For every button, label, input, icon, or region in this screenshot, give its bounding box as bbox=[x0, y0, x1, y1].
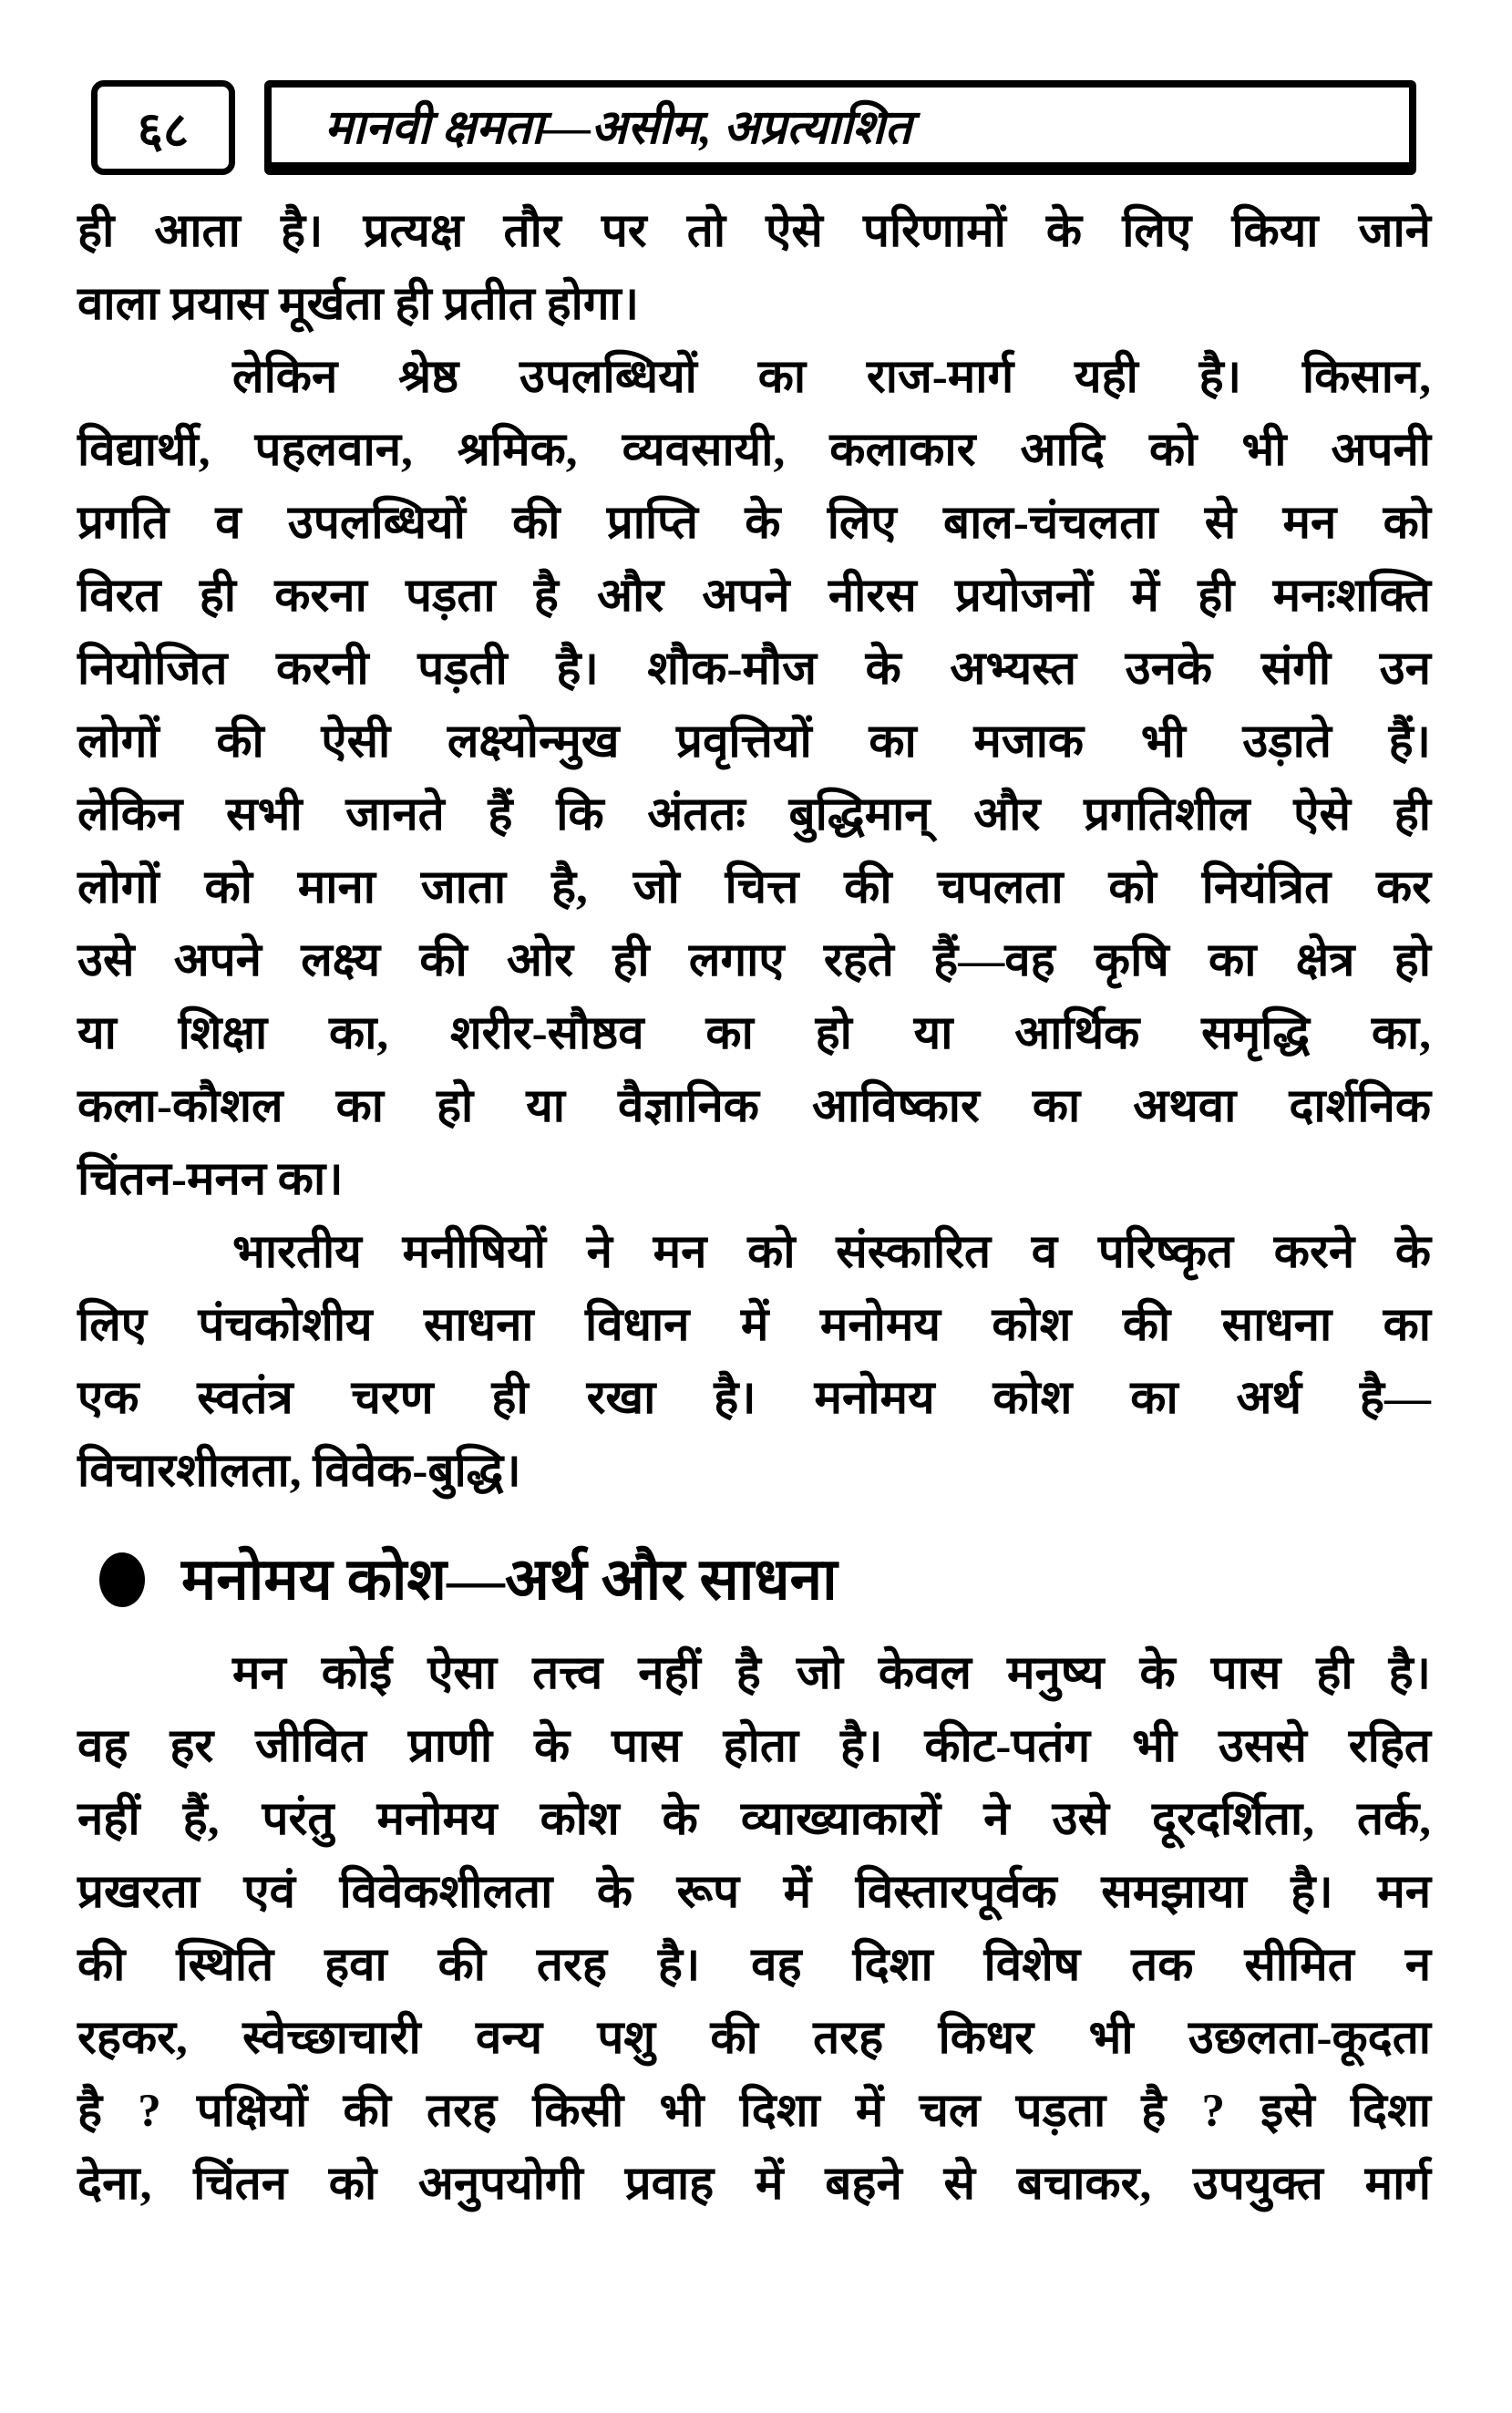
page-header bbox=[0, 0, 1512, 175]
text-line: मन कोई ऐसा तत्त्व नहीं है जो केवल मनुष्य के पास ही है। bbox=[232, 1648, 1431, 1700]
paragraph bbox=[77, 1637, 1431, 2221]
bullet-icon bbox=[99, 1552, 145, 1607]
text-line: लेकिन श्रेष्ठ उपलब्धियों का राज-मार्ग यही है। किसान, bbox=[232, 352, 1431, 403]
text-line: वह हर जीवित प्राणी के पास होता है। कीट-पतंग भी उससे रहित bbox=[77, 1721, 1431, 1773]
text-line: ही आता है। प्रत्यक्ष तौर पर तो ऐसे परिणामों के लिए किया जाने bbox=[77, 206, 1431, 257]
paragraph bbox=[77, 341, 1431, 1216]
paragraph bbox=[77, 1216, 1431, 1508]
text-line: विरत ही करना पड़ता है और अपने नीरस प्रयोजनों में ही मनःशक्ति bbox=[77, 571, 1431, 622]
text-line: या शिक्षा का, शरीर-सौष्ठव का हो या आर्थिक समृद्धि का, bbox=[77, 1008, 1431, 1059]
text-line: भारतीय मनीषियों ने मन को संस्कारित व परिष्कृत करने के bbox=[232, 1227, 1431, 1278]
text-line: नियोजित करनी पड़ती है। शौक-मौज के अभ्यस्त उनके संगी उन bbox=[77, 644, 1431, 695]
text-line: विचारशीलता, विवेक-बुद्धि। bbox=[77, 1446, 521, 1497]
page-number: ६८ bbox=[137, 103, 190, 158]
page-number-badge bbox=[91, 80, 235, 175]
text-line: लोगों को माना जाता है, जो चित्त की चपलता को नियंत्रित कर bbox=[77, 862, 1431, 913]
chapter-title: मानवी क्षमता—असीम, अप्रत्याशित bbox=[324, 101, 912, 154]
text-line: चिंतन-मनन का। bbox=[77, 1154, 344, 1205]
text-line: उसे अपने लक्ष्य की ओर ही लगाए रहते हैं—वह कृषि का क्षेत्र हो bbox=[77, 935, 1431, 986]
section-heading-text: मनोमय कोश—अर्थ और साधना bbox=[181, 1547, 838, 1612]
paragraph bbox=[77, 195, 1431, 341]
text-line: लिए पंचकोशीय साधना विधान में मनोमय कोश की साधना का bbox=[77, 1300, 1431, 1351]
text-line: है ? पक्षियों की तरह किसी भी दिशा में चल पड़ता है ? इसे दिशा bbox=[77, 2086, 1431, 2138]
chapter-title-box bbox=[264, 80, 1416, 175]
text-line: लेकिन सभी जानते हैं कि अंततः बुद्धिमान् और प्रगतिशील ऐसे ही bbox=[77, 789, 1431, 840]
text-line: रहकर, स्वेच्छाचारी वन्य पशु की तरह किधर भी उछलता-कूदता bbox=[77, 2013, 1431, 2065]
text-line: एक स्वतंत्र चरण ही रखा है। मनोमय कोश का अर्थ है— bbox=[77, 1373, 1431, 1424]
text-line: की स्थिति हवा की तरह है। वह दिशा विशेष तक सीमित न bbox=[77, 1940, 1431, 1992]
text-line: विद्यार्थी, पहलवान, श्रमिक, व्यवसायी, कलाकार आदि को भी अपनी bbox=[77, 425, 1431, 476]
text-line: लोगों की ऐसी लक्ष्योन्मुख प्रवृत्तियों का मजाक भी उड़ाते हैं। bbox=[77, 717, 1431, 768]
text-line: वाला प्रयास मूर्खता ही प्रतीत होगा। bbox=[77, 279, 640, 330]
section-heading bbox=[99, 1548, 1431, 1612]
text-line: नहीं हैं, परंतु मनोमय कोश के व्याख्याकारों ने उसे दूरदर्शिता, तर्क, bbox=[77, 1794, 1431, 1846]
text-line: प्रगति व उपलब्धियों की प्राप्ति के लिए बाल-चंचलता से मन को bbox=[77, 498, 1431, 549]
text-line: देना, चिंतन को अनुपयोगी प्रवाह में बहने से बचाकर, उपयुक्त मार्ग bbox=[77, 2159, 1431, 2211]
text-line: कला-कौशल का हो या वैज्ञानिक आविष्कार का अथवा दार्शनिक bbox=[77, 1081, 1431, 1132]
text-line: प्रखरता एवं विवेकशीलता के रूप में विस्तारपूर्वक समझाया है। मन bbox=[77, 1867, 1431, 1919]
body-text bbox=[77, 195, 1431, 2221]
